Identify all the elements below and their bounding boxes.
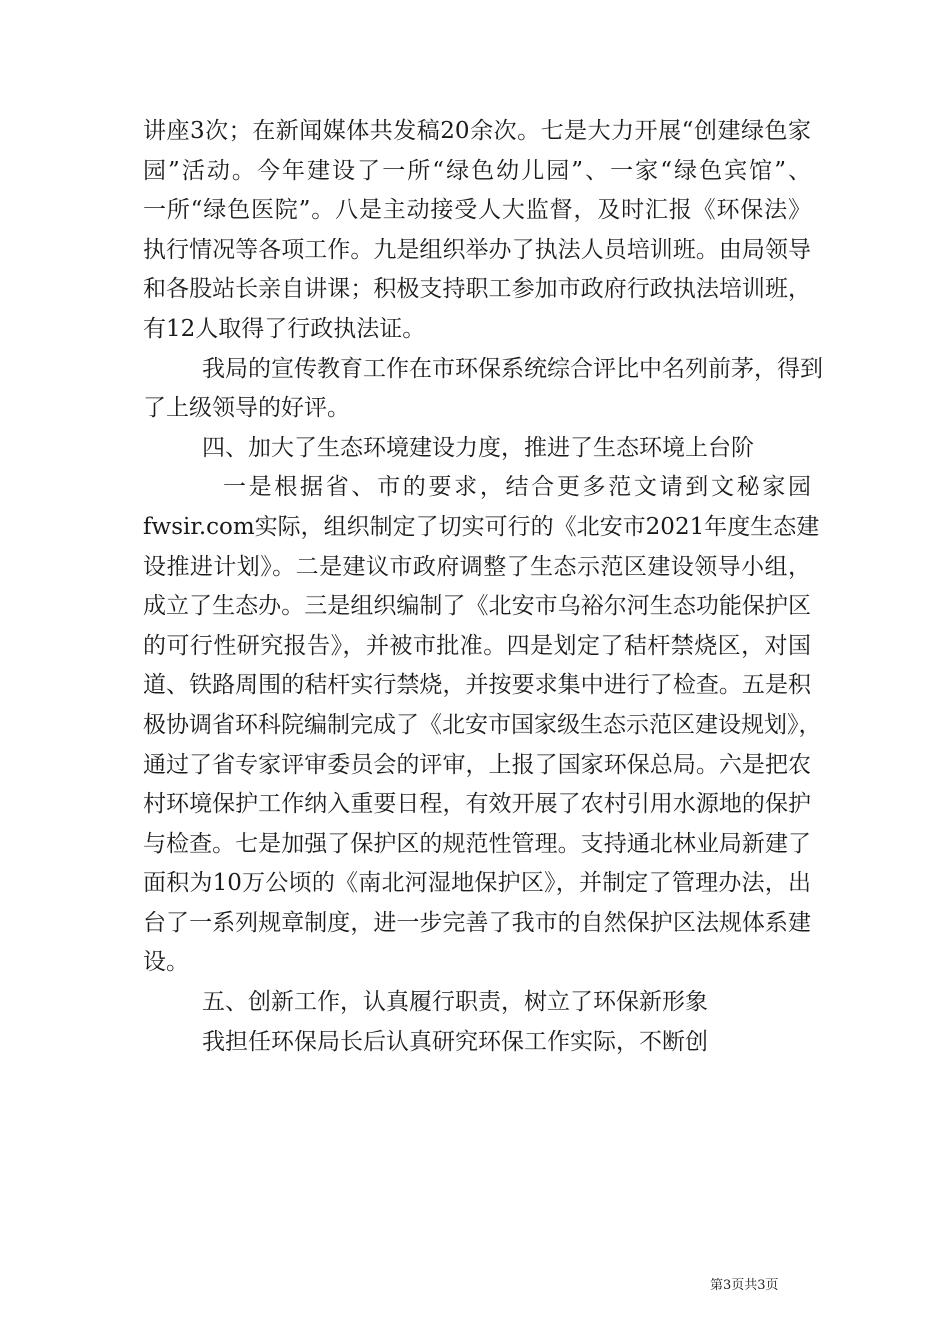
text-line: 了上级领导的好评。	[143, 395, 350, 422]
body-text	[143, 112, 823, 1062]
text-line: 我局的宣传教育工作在市环保系统综合评比中名列前茅，得到	[202, 355, 823, 382]
text-line: 极协调省环科院编制完成了《北安市国家级生态示范区建设规划》，	[143, 711, 822, 738]
text-line: 一是根据省、市的要求，结合更多范文请到文秘家园	[223, 474, 811, 501]
section-heading: 四、加大了生态环境建设力度，推进了生态环境上台阶	[202, 434, 754, 461]
text-line: 执行情况等各项工作。九是组织举办了执法人员培训班。由局领导	[143, 236, 811, 263]
section-heading: 五、创新工作，认真履行职责，树立了环保新形象	[202, 989, 708, 1016]
text-line: 讲座3次；在新闻媒体共发稿20余次。七是大力开展“创建绿色家	[143, 118, 811, 144]
text-line: 设推进计划》。二是建议市政府调整了生态示范区建设领导小组，	[143, 553, 811, 580]
text-line: 一所“绿色医院”。八是主动接受人大监督，及时汇报《环保法》	[143, 197, 811, 224]
text-line: 台了一系列规章制度，进一步完善了我市的自然保护区法规体系建	[143, 909, 811, 936]
text-line: 成立了生态办。三是组织编制了《北安市乌裕尔河生态功能保护区	[143, 593, 811, 620]
text-line: 园”活动。今年建设了一所“绿色幼儿园”、一家“绿色宾馆”、	[143, 157, 811, 184]
text-line: 和各股站长亲自讲课；积极支持职工参加市政府行政执法培训班，	[143, 276, 811, 303]
page-number: 第3页共3页	[710, 1278, 779, 1293]
text-line: fwsir.com实际，组织制定了切实可行的《北安市2021年度生态建	[143, 513, 820, 540]
text-line: 通过了省专家评审委员会的评审，上报了国家环保总局。六是把农	[143, 751, 811, 778]
text-line: 我担任环保局长后认真研究环保工作实际，不断创	[202, 1028, 708, 1055]
text-line: 的可行性研究报告》，并被市批准。四是划定了秸杆禁烧区，对国	[143, 632, 811, 659]
text-line: 道、铁路周围的秸杆实行禁烧，并按要求集中进行了检查。五是积	[143, 672, 811, 699]
text-line: 设。	[143, 949, 189, 976]
text-line: 与检查。七是加强了保护区的规范性管理。支持通北林业局新建了	[143, 830, 811, 857]
text-line: 有12人取得了行政执法证。	[143, 315, 426, 342]
text-line: 村环境保护工作纳入重要日程，有效开展了农村引用水源地的保护	[143, 791, 811, 818]
text-line: 面积为10万公顷的《南北河湿地保护区》，并制定了管理办法，出	[143, 870, 811, 897]
